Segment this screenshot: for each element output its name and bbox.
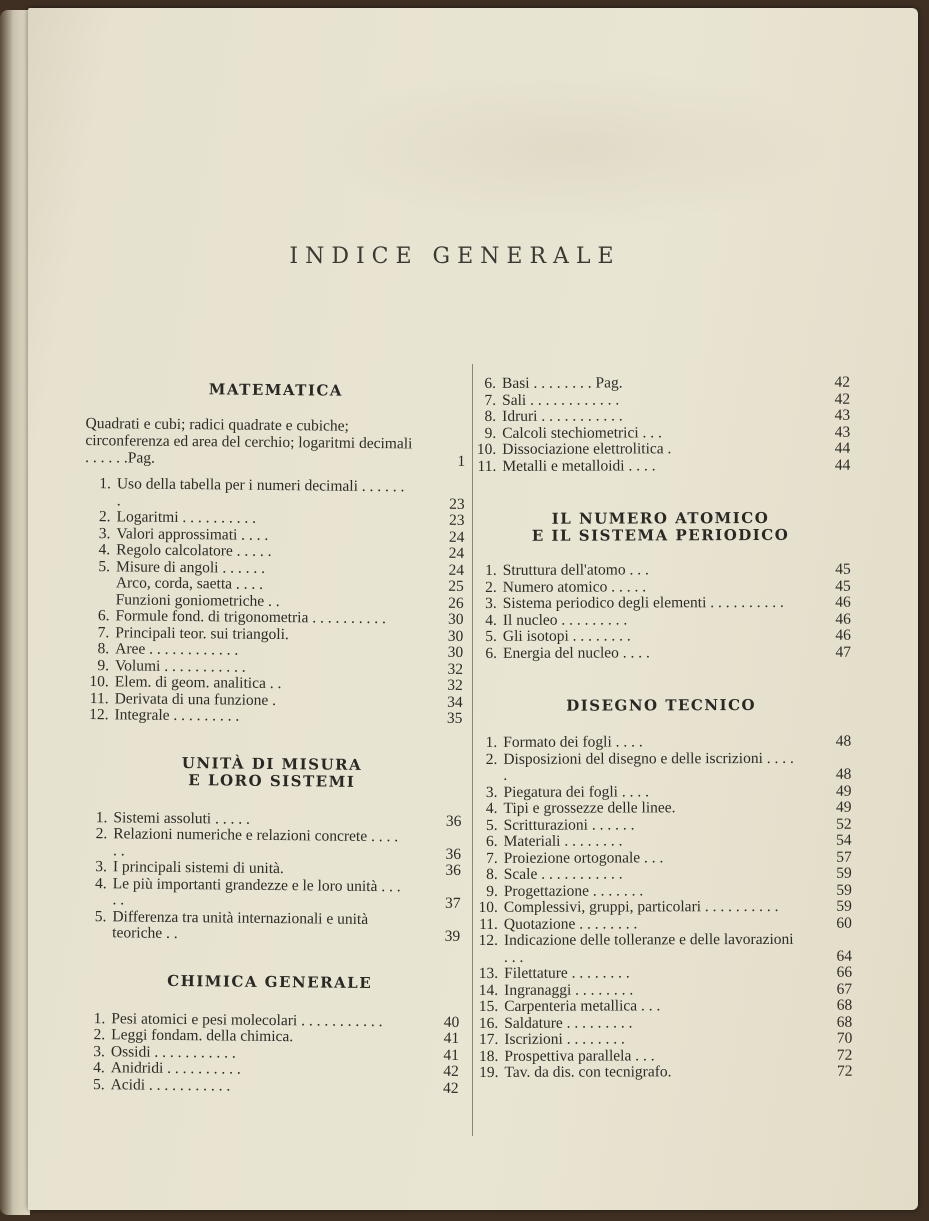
- intro-entry: [85, 415, 466, 470]
- book-page: [28, 8, 918, 1210]
- entry-number: 4.: [485, 799, 498, 817]
- entry-number: 2.: [93, 1026, 106, 1044]
- toc-entry: [471, 783, 851, 801]
- entry-title: Complessivi, gruppi, particolari . . . . . . . . . . 59: [503, 897, 852, 916]
- entry-number: 5.: [485, 816, 498, 834]
- entry-title: Valori approssimati . . . . 24: [116, 524, 465, 546]
- entry-page: 44: [834, 439, 851, 457]
- entry-number: [84, 575, 116, 592]
- entry-page: 45: [835, 560, 851, 578]
- toc-entry: [470, 424, 850, 442]
- toc-entry: [471, 562, 851, 580]
- toc-entry: [472, 1047, 852, 1065]
- entry-page: 40: [443, 1013, 460, 1031]
- entry-number: 2.: [98, 508, 111, 526]
- entry-page: 46: [835, 593, 851, 611]
- entry-number: 6.: [484, 374, 497, 392]
- toc-entry: [472, 965, 852, 983]
- entry-number: 2.: [485, 750, 498, 768]
- toc-entry: [471, 628, 851, 646]
- entry-page: 72: [836, 1062, 853, 1080]
- left-column: [79, 380, 466, 1097]
- entry-number: 9.: [97, 656, 110, 674]
- entry-title: Formato dei fogli . . . . 48: [503, 732, 852, 751]
- entry-title: Piegatura dei fogli . . . . 49: [503, 782, 852, 801]
- toc-entry: [471, 750, 851, 784]
- list-numero: [471, 562, 851, 662]
- toc-entry: [470, 457, 850, 475]
- entry-page: 68: [836, 996, 853, 1014]
- list-unita: [80, 809, 461, 945]
- entry-title: Ossidi . . . . . . . . . . . 41: [110, 1042, 460, 1064]
- entry-number: 3.: [98, 524, 111, 542]
- entry-number: 1.: [93, 1009, 106, 1027]
- intro-page: 1: [457, 452, 466, 470]
- entry-page: 42: [443, 1062, 459, 1080]
- entry-title: Pesi atomici e pesi molecolari . . . . . . . . . . . 40: [111, 1009, 460, 1031]
- entry-page: 59: [836, 864, 852, 882]
- entry-number: 11.: [479, 915, 498, 933]
- toc-entry: [470, 408, 850, 426]
- entry-title: Acidi . . . . . . . . . . . 42: [110, 1075, 459, 1097]
- entry-page: 49: [835, 782, 852, 800]
- toc-entry: [85, 476, 465, 513]
- entry-page: 54: [836, 831, 852, 849]
- entry-number: 4.: [95, 874, 107, 892]
- toc-entry: [472, 899, 852, 917]
- toc-entry: [472, 849, 852, 867]
- entry-title: Prospettiva parallela . . . 72: [504, 1046, 853, 1065]
- toc-entry: [79, 1076, 459, 1096]
- entry-title: Differenza tra unità internazionali e unità teoriche . . 39: [112, 907, 461, 945]
- entry-title: Struttura dell'atomo . . . 45: [502, 560, 851, 579]
- entry-page: 64: [836, 947, 853, 965]
- entry-title: Sistemi assoluti . . . . . 36: [113, 808, 462, 830]
- page-title: INDICE GENERALE: [289, 244, 621, 269]
- toc-entry: [471, 611, 851, 629]
- list-matematica: [82, 476, 465, 727]
- entry-number: 17.: [478, 1030, 499, 1048]
- entry-title: Dissociazione elettrolitica . 44: [502, 439, 851, 458]
- entry-page: 42: [834, 373, 851, 391]
- entry-number: 10.: [478, 898, 498, 916]
- entry-title: Tipi e grossezze delle linee. 49: [503, 798, 852, 817]
- entry-title: Scritturazioni . . . . . . 52: [503, 815, 852, 834]
- entry-number: 1.: [485, 561, 497, 579]
- entry-page: 67: [836, 980, 853, 998]
- entry-page: 32: [447, 676, 463, 694]
- entry-page: 39: [444, 927, 461, 945]
- entry-title: Filettature . . . . . . . . 66: [504, 963, 853, 982]
- toc-entry: [80, 875, 460, 912]
- entry-title: Integrale . . . . . . . . . 35: [114, 706, 463, 727]
- toc-entry: [80, 908, 460, 945]
- entry-page: 42: [834, 390, 851, 408]
- entry-title: I principali sistemi di unità. 36: [112, 858, 461, 879]
- entry-page: 41: [443, 1046, 460, 1064]
- entry-page: 66: [836, 963, 853, 981]
- entry-title: Ingranaggi . . . . . . . . 67: [504, 980, 853, 999]
- entry-title: Materiali . . . . . . . . 54: [503, 831, 852, 850]
- toc-entry: [472, 833, 852, 851]
- section-heading-numero-2: E IL SISTEMA PERIODICO: [531, 525, 790, 545]
- entry-title: Aree . . . . . . . . . . . . 30: [115, 640, 464, 661]
- entry-page: 30: [447, 610, 464, 628]
- toc-entry: [81, 826, 461, 863]
- entry-number: 4.: [485, 611, 497, 629]
- entry-title: Tav. da dis. con tecnigrafo. 72: [504, 1062, 853, 1081]
- entry-title: Calcoli stechiometrici . . . 43: [502, 423, 851, 442]
- entry-number: 1.: [485, 733, 498, 751]
- entry-page: 42: [443, 1079, 459, 1097]
- entry-page: 44: [834, 456, 851, 474]
- entry-title: Numero atomico . . . . . 45: [502, 577, 851, 596]
- list-chimica-cont: [470, 375, 850, 475]
- entry-page: 26: [448, 594, 464, 612]
- entry-title: Gli isotopi . . . . . . . . 46: [502, 626, 851, 645]
- toc-entry: [472, 981, 852, 999]
- entry-title: Regolo calcolatore . . . . . 24: [116, 541, 465, 562]
- entry-number: 12.: [89, 706, 109, 724]
- entry-number: 4.: [98, 541, 111, 559]
- entry-page: 23: [449, 495, 465, 513]
- entry-page: 30: [447, 643, 464, 661]
- entry-page: 68: [836, 1013, 853, 1031]
- entry-title: Progettazione . . . . . . . 59: [503, 881, 852, 900]
- entry-number: 8.: [484, 407, 497, 425]
- entry-number: 6.: [97, 607, 110, 625]
- entry-page: 37: [444, 894, 461, 912]
- entry-number: 7.: [486, 849, 498, 867]
- entry-title: Volumi . . . . . . . . . . . 32: [114, 656, 464, 678]
- entry-title: Formule fond. di trigonometria . . . . . . . . . . 30: [115, 607, 464, 628]
- entry-title: Carpenteria metallica . . . 68: [504, 996, 853, 1015]
- toc-entry: [472, 915, 852, 933]
- section-heading-unita-1: UNITÀ DI MISURA: [181, 753, 363, 774]
- entry-number: 5.: [92, 1075, 105, 1093]
- entry-page: 43: [834, 423, 851, 441]
- entry-number: 13.: [478, 964, 499, 982]
- toc-entry: [471, 800, 851, 818]
- entry-page: 30: [447, 627, 464, 645]
- intro-text: Quadrati e cubi; radici quadrate e cubiche; circonferenza ed area del cerchio; logaritmi decimali . . . . . .Pag.: [85, 414, 413, 467]
- entry-number: 3.: [93, 1042, 106, 1060]
- toc-entry: [471, 595, 851, 613]
- entry-title: Il nucleo . . . . . . . . . 46: [502, 610, 851, 629]
- section-heading-numero-1: IL NUMERO ATOMICO: [551, 508, 770, 528]
- entry-title: Iscrizioni . . . . . . . . 70: [504, 1029, 853, 1048]
- entry-title: Quotazione . . . . . . . . 60: [503, 914, 852, 933]
- section-heading-matematica: MATEMATICA: [208, 380, 344, 400]
- entry-number: 19.: [479, 1063, 499, 1081]
- entry-page: 46: [835, 626, 851, 644]
- entry-number: 1.: [99, 475, 112, 493]
- entry-number: 15.: [478, 997, 499, 1015]
- entry-title: Logaritmi . . . . . . . . . . 23: [116, 508, 465, 529]
- entry-page: 57: [836, 848, 852, 866]
- entry-title: Anidridi . . . . . . . . . . 42: [110, 1059, 459, 1080]
- entry-number: 3.: [95, 858, 107, 876]
- toc-entry: [470, 391, 850, 409]
- entry-page: 48: [835, 765, 852, 783]
- entry-page: 25: [448, 577, 464, 595]
- entry-page: 23: [448, 511, 465, 529]
- toc-entry: [471, 734, 851, 752]
- toc-entry: [470, 441, 850, 459]
- entry-title: Leggi fondam. della chimica. 41: [111, 1026, 460, 1047]
- entry-number: 9.: [486, 882, 498, 900]
- entry-title: Basi . . . . . . . . Pag. 42: [501, 373, 851, 392]
- entry-page: 45: [835, 577, 851, 595]
- entry-number: 6.: [485, 832, 498, 850]
- entry-title: Elem. di geom. analitica . . 32: [114, 673, 463, 694]
- entry-page: 35: [446, 709, 463, 727]
- entry-page: 34: [447, 693, 463, 711]
- entry-number: 5.: [98, 557, 111, 575]
- entry-title: Energia del nucleo . . . . 47: [502, 643, 851, 662]
- toc-entry: [472, 932, 852, 966]
- entry-title: Sistema periodico degli elementi . . . . . . . . . . 46: [502, 593, 851, 612]
- toc-entry: [472, 1064, 852, 1082]
- entry-page: 72: [836, 1046, 853, 1064]
- toc-entry: [472, 882, 852, 900]
- entry-page: 41: [443, 1029, 460, 1047]
- entry-title: Uso della tabella per i numeri decimali . . . . . . . 23: [116, 475, 465, 513]
- entry-number: 10.: [89, 673, 109, 691]
- entry-number: 5.: [485, 627, 497, 645]
- entry-title: Indicazione delle tolleranze e delle lavorazioni . . . 64: [503, 930, 853, 966]
- entry-title: Disposizioni del disegno e delle iscrizioni . . . . . 48: [503, 749, 852, 784]
- show-through-shadow: [318, 68, 838, 228]
- entry-title: Funzioni goniometriche . . 26: [115, 590, 464, 612]
- book-spine: [0, 10, 30, 1215]
- entry-number: 16.: [478, 1014, 499, 1032]
- entry-number: 18.: [478, 1047, 499, 1065]
- entry-title: Metalli e metalloidi . . . . 44: [502, 456, 851, 475]
- section-heading-unita-2: E LORO SISTEMI: [188, 770, 356, 791]
- entry-page: 52: [836, 815, 852, 833]
- entry-number: 3.: [485, 783, 498, 801]
- entry-page: 60: [836, 914, 852, 932]
- entry-number: 12.: [478, 931, 498, 949]
- section-heading-disegno: DISEGNO TECNICO: [566, 696, 757, 715]
- list-disegno: [471, 734, 852, 1082]
- entry-number: 4.: [93, 1059, 105, 1077]
- list-chimica: [79, 1010, 460, 1096]
- entry-page: 70: [836, 1029, 853, 1047]
- toc-entry: [471, 578, 851, 596]
- entry-number: 1.: [95, 808, 108, 826]
- entry-title: Arco, corda, saetta . . . . 25: [115, 574, 464, 595]
- entry-page: 36: [445, 845, 462, 863]
- entry-page: 32: [447, 660, 464, 678]
- entry-number: 8.: [486, 865, 498, 883]
- entry-page: 59: [836, 881, 852, 899]
- toc-entry: [470, 375, 850, 393]
- entry-number: 10.: [476, 440, 497, 458]
- entry-page: 47: [835, 643, 851, 661]
- entry-number: 9.: [484, 424, 497, 442]
- toc-entry: [472, 866, 852, 884]
- entry-number: 6.: [485, 644, 497, 662]
- entry-page: 43: [834, 406, 851, 424]
- toc-entry: [471, 644, 851, 662]
- toc-entry: [472, 998, 852, 1016]
- entry-number: 11.: [477, 457, 497, 475]
- entry-title: Scale . . . . . . . . . . . 59: [503, 864, 852, 883]
- entry-page: 24: [448, 544, 465, 562]
- entry-number: 7.: [484, 391, 497, 409]
- entry-title: Le più importanti grandezze e le loro unità . . . . . 37: [112, 874, 461, 912]
- entry-page: 24: [448, 528, 465, 546]
- right-column: [470, 375, 852, 1082]
- entry-number: 2.: [95, 825, 108, 843]
- entry-number: 14.: [478, 981, 499, 999]
- entry-number: [84, 591, 116, 608]
- toc-entry: [472, 1031, 852, 1049]
- entry-number: 11.: [89, 689, 109, 707]
- entry-page: 36: [445, 812, 462, 830]
- entry-title: Derivata di una funzione . 34: [114, 689, 463, 711]
- entry-title: Misure di angoli . . . . . . 24: [115, 557, 465, 579]
- entry-page: 48: [835, 732, 852, 750]
- toc-entry: [472, 1014, 852, 1032]
- entry-number: 3.: [485, 594, 497, 612]
- entry-page: 46: [835, 610, 851, 628]
- toc-entry: [472, 816, 852, 834]
- entry-title: Idruri . . . . . . . . . . . 43: [502, 406, 851, 425]
- section-heading-chimica: CHIMICA GENERALE: [167, 971, 373, 992]
- entry-title: Saldature . . . . . . . . . 68: [504, 1013, 853, 1032]
- entry-number: 2.: [485, 578, 497, 596]
- entry-title: Relazioni numeriche e relazioni concrete . . . . . . 36: [112, 825, 462, 863]
- entry-page: 49: [835, 798, 852, 816]
- entry-page: 59: [836, 897, 852, 915]
- entry-page: 36: [445, 861, 461, 879]
- entry-page: 24: [448, 561, 465, 579]
- entry-number: 7.: [97, 623, 110, 641]
- entry-number: 8.: [97, 640, 110, 658]
- entry-title: Principali teor. sui triangoli. 30: [115, 623, 464, 645]
- entry-title: Proiezione ortogonale . . . 57: [503, 848, 852, 867]
- entry-title: Sali . . . . . . . . . . . . 42: [502, 390, 851, 409]
- entry-number: 5.: [94, 907, 107, 925]
